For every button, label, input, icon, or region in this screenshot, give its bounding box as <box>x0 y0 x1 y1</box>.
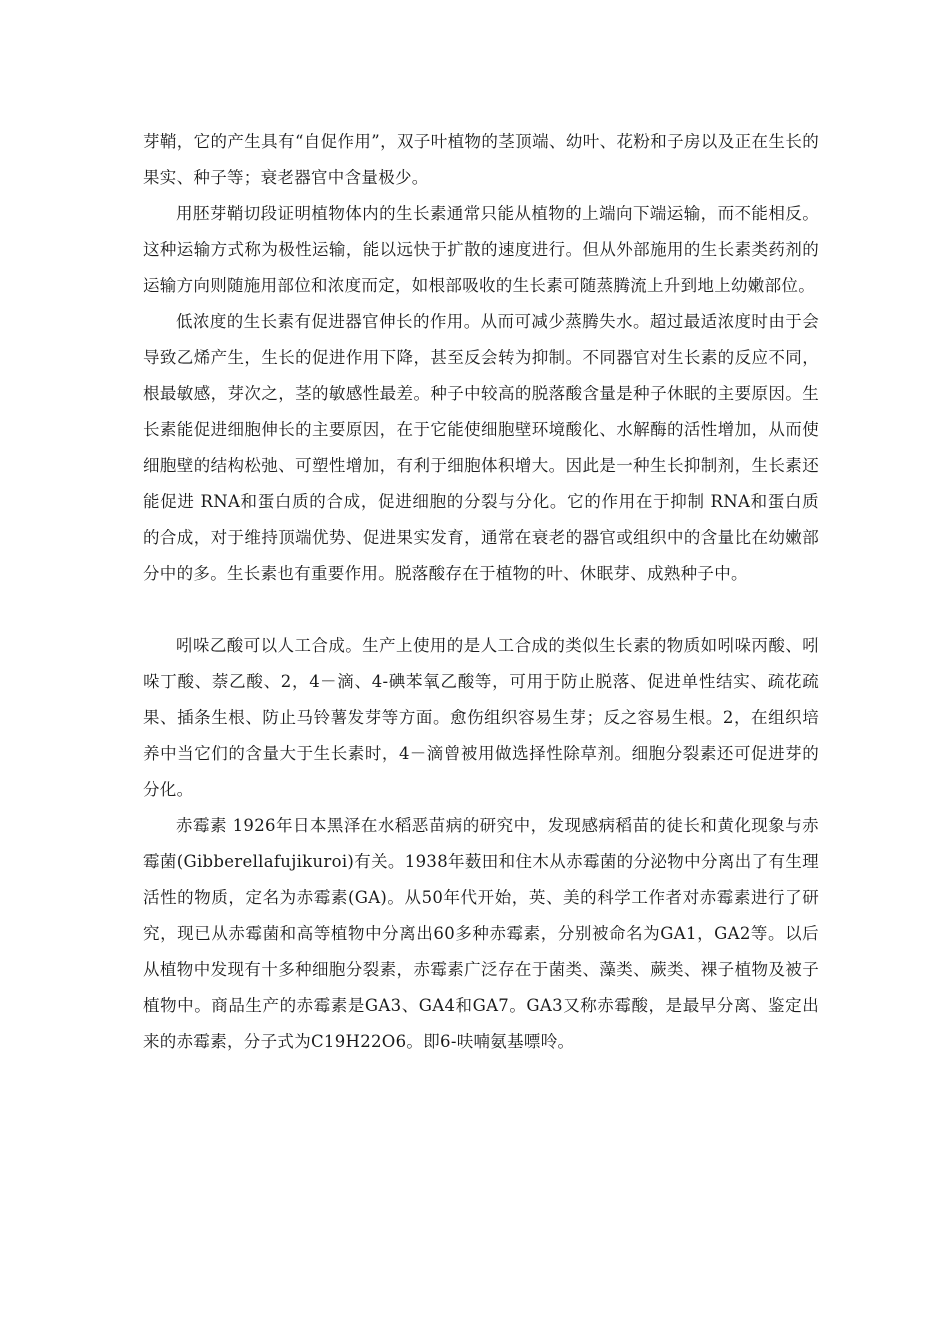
paragraph-5: 赤霉素 1926年日本黑泽在水稻恶苗病的研究中，发现感病稻苗的徒长和黄化现象与赤霉菌(Gibberellafujikuroi)有关。1938年薮田和住木从赤霉菌的分泌物中分离出了有生理活性的物质，定名为赤霉素(GA)。从50年代开始，英、美的科学工作者对赤霉素进行了研究，现已从赤霉菌和高等植物中分离出60多种赤霉素，分别被命名为GA1，GA2等。以后从植物中发现有十多种细胞分裂素，赤霉素广泛存在于菌类、藻类、蕨类、裸子植物及被子植物中。商品生产的赤霉素是GA3、GA4和GA7。GA3又称赤霉酸，是最早分离、鉴定出来的赤霉素，分子式为C19H22O6。即6-呋喃氨基嘌呤。 <box>143 816 819 1051</box>
paragraph-4: 吲哚乙酸可以人工合成。生产上使用的是人工合成的类似生长素的物质如吲哚丙酸、吲哚丁酸、萘乙酸、2，4－滴、4-碘苯氧乙酸等，可用于防止脱落、促进单性结实、疏花疏果、插条生根、防止马铃薯发芽等方面。愈伤组织容易生芽；反之容易生根。2，在组织培养中当它们的含量大于生长素时，4－滴曾被用做选择性除草剂。细胞分裂素还可促进芽的分化。 <box>143 636 819 799</box>
paragraph-gap <box>143 592 819 628</box>
paragraph-2: 用胚芽鞘切段证明植物体内的生长素通常只能从植物的上端向下端运输，而不能相反。这种运输方式称为极性运输，能以远快于扩散的速度进行。但从外部施用的生长素类药剂的运输方向则随施用部位和浓度而定，如根部吸收的生长素可随蒸腾流上升到地上幼嫩部位。 <box>143 204 819 295</box>
paragraph-3: 低浓度的生长素有促进器官伸长的作用。从而可减少蒸腾失水。超过最适浓度时由于会导致乙烯产生，生长的促进作用下降，甚至反会转为抑制。不同器官对生长素的反应不同，根最敏感，芽次之，茎的敏感性最差。种子中较高的脱落酸含量是种子休眠的主要原因。生长素能促进细胞伸长的主要原因，在于它能使细胞壁环境酸化、水解酶的活性增加，从而使细胞壁的结构松弛、可塑性增加，有利于细胞体积增大。因此是一种生长抑制剂，生长素还能促进 RNA和蛋白质的合成，促进细胞的分裂与分化。它的作用在于抑制 RNA和蛋白质的合成，对于维持顶端优势、促进果实发育，通常在衰老的器官或组织中的含量比在幼嫩部分中的多。生长素也有重要作用。脱落酸存在于植物的叶、休眠芽、成熟种子中。 <box>143 312 819 583</box>
document-body <box>143 124 819 1060</box>
paragraph-1: 芽鞘，它的产生具有“自促作用”，双子叶植物的茎顶端、幼叶、花粉和子房以及正在生长的果实、种子等；衰老器官中含量极少。 <box>143 132 819 187</box>
